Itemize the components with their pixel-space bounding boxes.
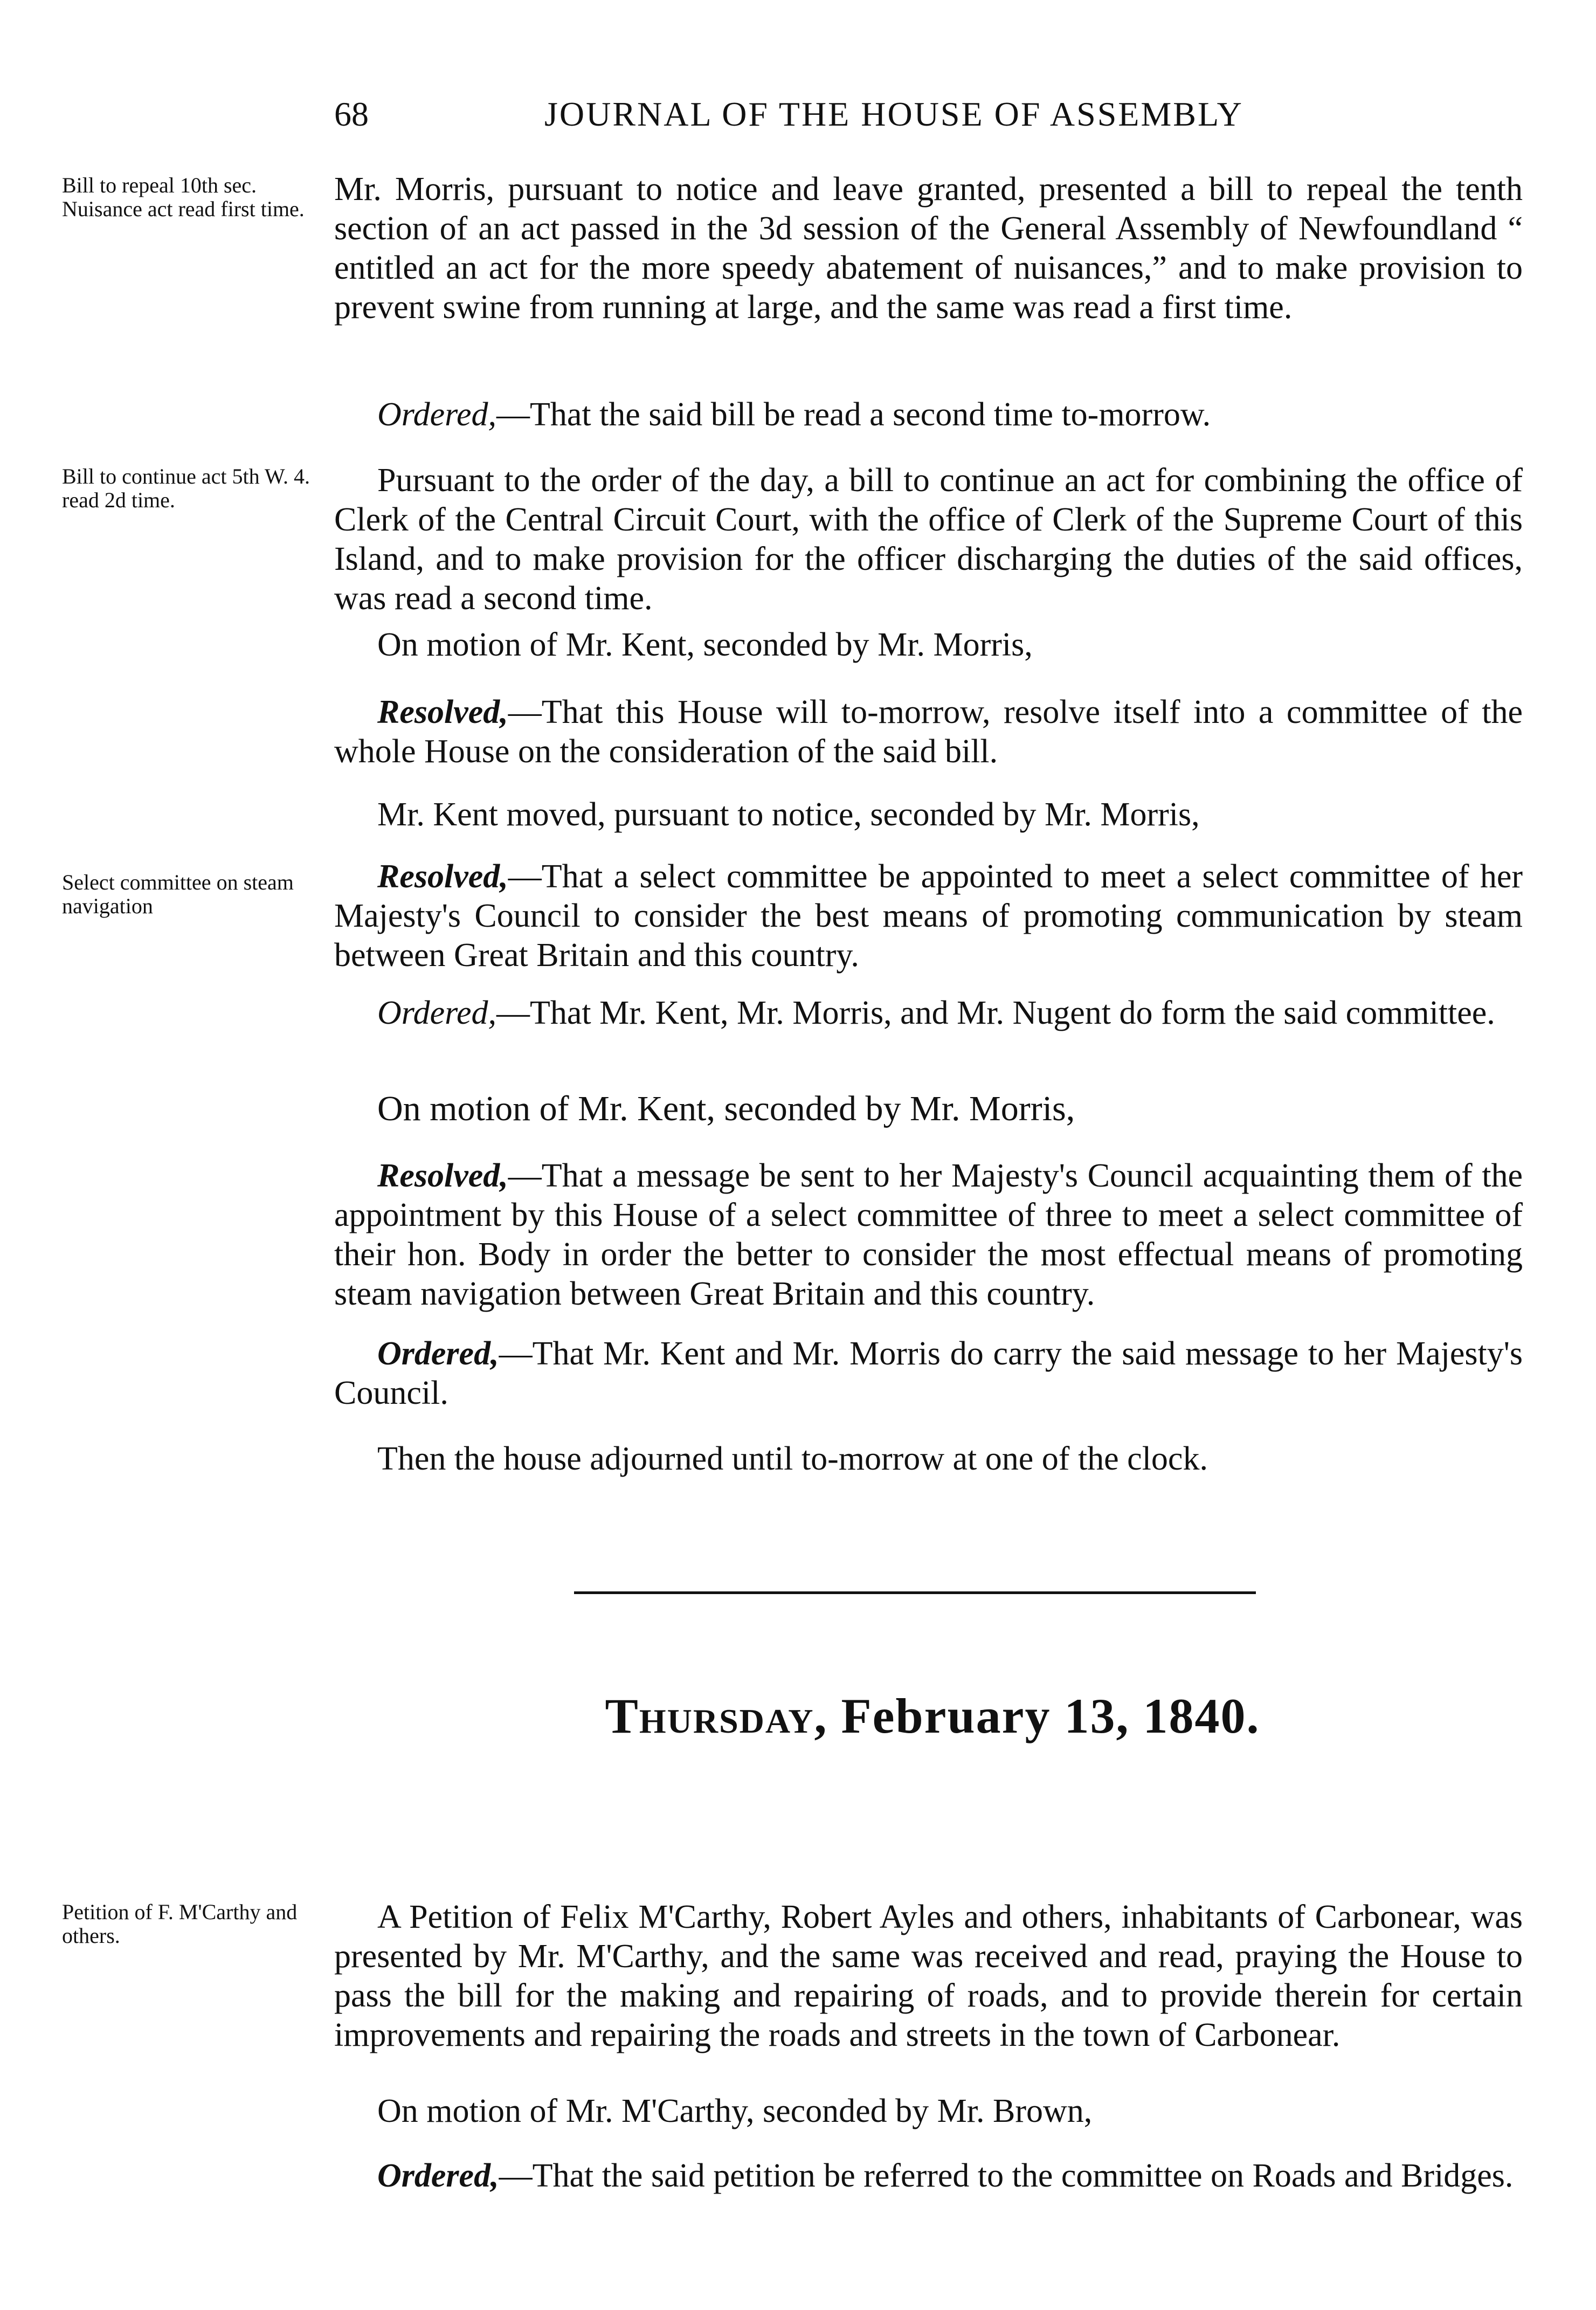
- date-heading-day: Thursday,: [605, 1688, 828, 1743]
- paragraph-repeal-bill: [334, 170, 1523, 327]
- paragraph-text: On motion of Mr. Kent, seconded by Mr. Morris,: [377, 1089, 1075, 1128]
- paragraph-motion-kent-2: [334, 1089, 1523, 1128]
- paragraph-petition: [334, 1898, 1523, 2055]
- paragraph-lead: Ordered,: [377, 1335, 499, 1372]
- paragraph-text: —That the said petition be referred to the committee on Roads and Bridges.: [499, 2157, 1514, 2194]
- paragraph-resolved-select-committee: [334, 857, 1523, 975]
- paragraph-text: Mr. Morris, pursuant to notice and leave granted, presented a bill to repeal the tenth section of an act passed in the 3d session of the General Assembly of Newfoundland “ entitled an act for the more speedy abatement of nuisances,” and to make provision to prevent swine from running at large, and the same was read a first time.: [334, 171, 1523, 326]
- paragraph-lead: Ordered,: [377, 2157, 499, 2194]
- paragraph-text: Then the house adjourned until to-morrow at one of the clock.: [377, 1440, 1208, 1477]
- margin-note-petition: Petition of F. M'Carthy and others.: [62, 1900, 298, 1948]
- paragraph-continue-act: [334, 461, 1523, 618]
- paragraph-text: —That this House will to-morrow, resolve itself into a committee of the whole House on the consideration of the said bill.: [334, 694, 1523, 770]
- paragraph-text: On motion of Mr. M'Carthy, seconded by Mr. Brown,: [377, 2093, 1093, 2129]
- page-number: 68: [334, 95, 369, 133]
- paragraph-text: On motion of Mr. Kent, seconded by Mr. Morris,: [377, 626, 1033, 663]
- section-divider: [574, 1591, 1256, 1594]
- paragraph-text: Mr. Kent moved, pursuant to notice, seconded by Mr. Morris,: [377, 796, 1200, 833]
- paragraph-lead: Resolved,: [377, 694, 508, 730]
- paragraph-text: —That Mr. Kent, Mr. Morris, and Mr. Nugent do form the said committee.: [496, 995, 1495, 1031]
- paragraph-text: Pursuant to the order of the day, a bill to continue an act for combining the office of Clerk of the Central Circuit Court, with the office of Clerk of the Supreme Court of this Island, and to make provision for the officer discharging the duties of the said offices, was read a second time.: [334, 462, 1523, 617]
- paragraph-text: —That the said bill be read a second time to-morrow.: [496, 396, 1211, 433]
- page-header: [334, 94, 1574, 143]
- paragraph-ordered-committee-members: [334, 994, 1523, 1033]
- paragraph-adjourned: [334, 1439, 1523, 1479]
- paragraph-text: A Petition of Felix M'Carthy, Robert Ayles and others, inhabitants of Carbonear, was presented by Mr. M'Carthy, and the same was received and read, praying the House to pass the bill for the making and repairing of roads, and to provide therein for certain improvements and repairing the roads and streets in the town of Carbonear.: [334, 1899, 1523, 2053]
- paragraph-ordered-referred: [334, 2156, 1523, 2196]
- margin-note-continue-act: Bill to continue act 5th W. 4. read 2d time.: [62, 464, 310, 512]
- paragraph-motion-mccarthy: [334, 2092, 1523, 2131]
- paragraph-lead: Resolved,: [377, 1157, 508, 1194]
- margin-note-repeal-bill: Bill to repeal 10th sec. Nuisance act read first time.: [62, 173, 305, 221]
- paragraph-lead: Ordered,: [377, 396, 496, 433]
- paragraph-lead: Resolved,: [377, 858, 508, 895]
- paragraph-kent-moved: [334, 795, 1523, 835]
- paragraph-ordered-carry-message: [334, 1334, 1523, 1413]
- paragraph-text: —That a select committee be appointed to meet a select committee of her Majesty's Council to consider the best means of promoting communication by steam between Great Britain and this country.: [334, 858, 1523, 974]
- paragraph-resolved-committee-whole: [334, 693, 1523, 771]
- paragraph-motion-kent: [334, 625, 1523, 665]
- paragraph-resolved-message: [334, 1156, 1523, 1314]
- date-heading: [550, 1687, 1315, 1744]
- paragraph-text: —That Mr. Kent and Mr. Morris do carry the said message to her Majesty's Council.: [334, 1335, 1523, 1411]
- paragraph-text: —That a message be sent to her Majesty's Council acquainting them of the appointment by this House of a select committee of three to meet a select committee of their hon. Body in order the better to consider the most effectual means of promoting steam navigation between Great Britain and this country.: [334, 1157, 1523, 1312]
- margin-note-steam-committee: Select committee on steam navigation: [62, 870, 294, 918]
- paragraph-ordered-second-reading: [334, 395, 1523, 435]
- paragraph-lead: Ordered,: [377, 995, 496, 1031]
- date-heading-date: February 13, 1840.: [841, 1688, 1260, 1743]
- running-title: JOURNAL OF THE HOUSE OF ASSEMBLY: [544, 95, 1243, 133]
